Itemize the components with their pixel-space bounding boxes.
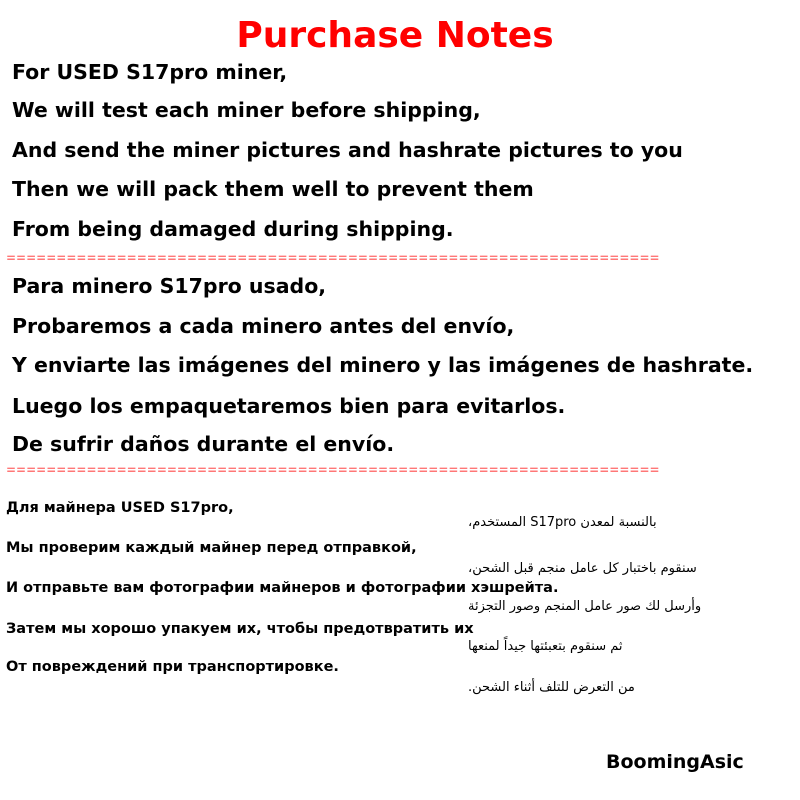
brand-name: BoomingAsic [606, 751, 744, 773]
russian-line: От повреждений при транспортировке. [6, 659, 339, 675]
english-line: From being damaged during shipping. [12, 217, 454, 241]
arabic-line: سنقوم باختبار كل عامل منجم قبل الشحن، [468, 561, 697, 576]
section-divider: ================================================================= [6, 463, 660, 477]
english-line: And send the miner pictures and hashrate pictures to you [12, 138, 683, 162]
arabic-line: من التعرض للتلف أثناء الشحن. [468, 680, 635, 695]
russian-line: Для майнера USED S17pro, [6, 500, 234, 516]
english-line: Then we will pack them well to prevent them [12, 177, 534, 201]
russian-line: И отправьте вам фотографии майнеров и фотографии хэшрейта. [6, 580, 559, 596]
russian-line: Мы проверим каждый майнер перед отправкой, [6, 540, 417, 556]
spanish-line: Para minero S17pro usado, [12, 274, 327, 298]
page-title: Purchase Notes [236, 15, 554, 56]
arabic-line: بالنسبة لمعدن S17pro المستخدم، [468, 515, 657, 530]
spanish-line: De sufrir daños durante el envío. [12, 432, 395, 456]
section-divider: ================================================================= [6, 251, 660, 265]
arabic-line: وأرسل لك صور عامل المنجم وصور التجزئة [468, 599, 702, 614]
spanish-line: Luego los empaquetaremos bien para evitarlos. [12, 394, 566, 418]
spanish-line: Probaremos a cada minero antes del envío, [12, 314, 515, 338]
arabic-line: ثم سنقوم بتعبئتها جيداً لمنعها [468, 639, 623, 654]
spanish-line: Y enviarte las imágenes del minero y las imágenes de hashrate. [12, 353, 754, 377]
russian-line: Затем мы хорошо упакуем их, чтобы предотвратить их [6, 621, 474, 637]
english-line: We will test each miner before shipping, [12, 98, 481, 122]
english-line: For USED S17pro miner, [12, 60, 288, 84]
